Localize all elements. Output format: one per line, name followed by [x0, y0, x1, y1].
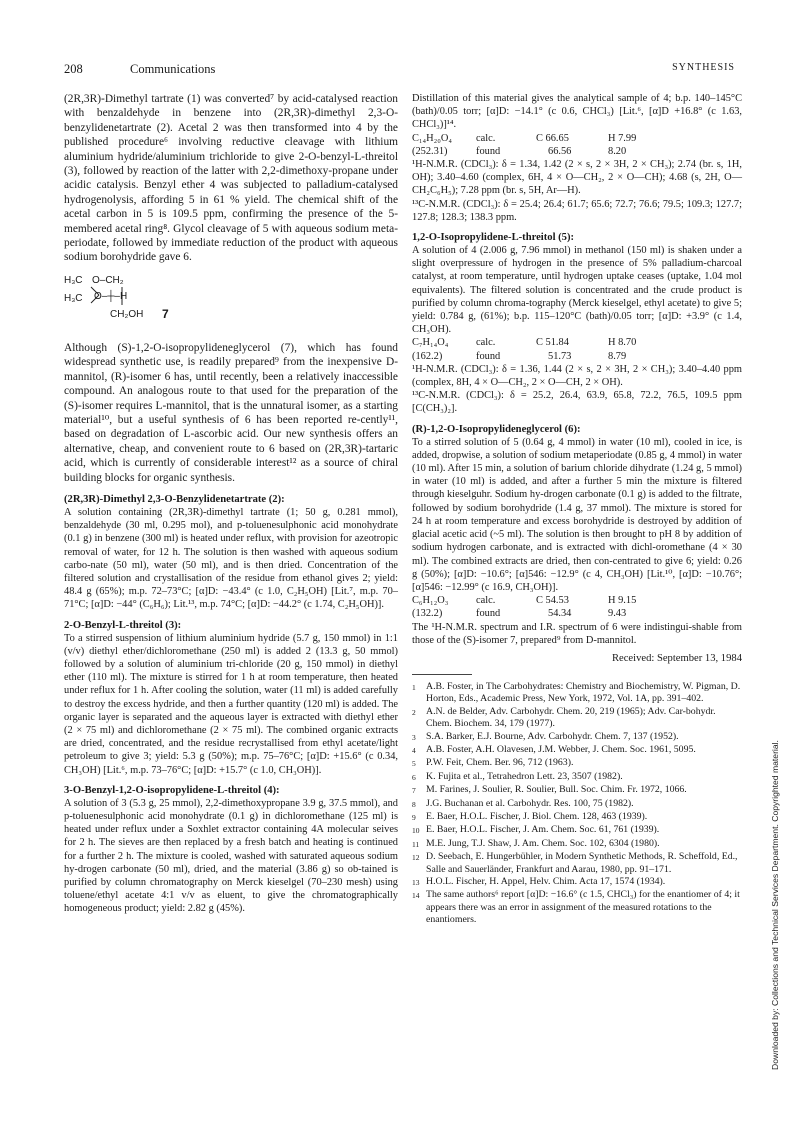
- reference-text: M.E. Jung, T.J. Shaw, J. Am. Chem. Soc. 102, 6304 (1980).: [426, 837, 660, 849]
- reference-text: K. Fujita et al., Tetrahedron Lett. 23, 3507 (1982).: [426, 770, 623, 782]
- analysis-compound-4: [412, 132, 742, 158]
- reference-number: 4: [412, 745, 416, 755]
- reference-number: 8: [412, 799, 416, 809]
- h-calc: H 7.99: [608, 132, 637, 144]
- found-label: found: [476, 608, 501, 620]
- calc-label: calc.: [476, 132, 496, 144]
- analysis-compound-5: [412, 336, 742, 362]
- right-column: [412, 92, 742, 927]
- structure-7-drawing: [64, 273, 204, 335]
- reference-item: [412, 811, 742, 824]
- reference-number: 11: [412, 839, 420, 849]
- reference-number: 10: [412, 826, 420, 836]
- reference-item: [412, 824, 742, 837]
- calc-label: calc.: [476, 337, 496, 349]
- reference-item: [412, 744, 742, 757]
- h-found: 8.20: [608, 145, 627, 157]
- reference-text: D. Seebach, E. Hungerbühler, in Modern Synthetic Methods, R. Scheffold, Ed., Salle and Sauerländer, Frankfurt and Aarau, 1980, pp. 91–171.: [426, 851, 738, 875]
- mol-weight: (252.31): [412, 145, 448, 157]
- page-number: 208: [64, 62, 83, 76]
- nmr-h-compound-4: ¹H-N.M.R. (CDCl₃): δ = 1.34, 1.42 (2 × s, 2 × 3H, 2 × CH₃); 2.74 (br. s, 1H, OH); 3.40–4.60 (complex, 6H, 4 × O—CH₂, 2 × O—CH); 4.68 (s, 2H, O—CH₂C₆H₅); 7.28 ppm (br. s, 5H, Ar—H).: [412, 159, 742, 197]
- h-found: 8.79: [608, 350, 627, 362]
- c-calc: C 54.53: [536, 595, 569, 607]
- reference-item: [412, 838, 742, 851]
- received-date: Received: September 13, 1984: [611, 652, 742, 664]
- reference-text: E. Baer, H.O.L. Fischer, J. Am. Chem. Soc. 61, 761 (1939).: [426, 824, 660, 836]
- reference-text: E. Baer, H.O.L. Fischer, J. Biol. Chem. 128, 463 (1939).: [426, 810, 648, 822]
- c-found: 51.73: [548, 350, 572, 362]
- h-calc: H 8.70: [608, 337, 637, 349]
- reference-number: 1: [412, 682, 416, 692]
- reference-number: 13: [412, 878, 420, 888]
- nmr-c-compound-4: ¹³C-N.M.R. (CDCl₃): δ = 25.4; 26.4; 61.7; 65.6; 72.7; 76.6; 79.5; 109.3; 127.7; 127.8; 128.3; 138.3 ppm.: [412, 198, 742, 223]
- h-found: 9.43: [608, 608, 627, 620]
- heading-compound-5: 1,2-O-Isopropylidene-L-threitol (5):: [412, 232, 575, 244]
- h3c-bottom-label: H₃C: [64, 292, 83, 304]
- c-calc: C 66.65: [536, 132, 569, 144]
- reference-number: 6: [412, 772, 416, 782]
- reference-number: 9: [412, 812, 416, 822]
- procedure-compound-6: To a stirred solution of 5 (0.64 g, 4 mmol) in water (10 ml), cooled in ice, is added, dropwise, a solution of sodium metaperiodate (0.85 g, 4 mmol) in water (10 ml). After 15 min, a solution of barium chloride dihydrate (1.24 g, 5 mmol) in water (10 ml) is added, and after a further 5 min the mixture is filtered through kieselguhr. Sodium hy-drogen carbonate (0.1 g) is added to the filtrate, followed by sodium borohydride (1.4 g, 37 mmol). The mixture is stored for 24 h at room temperature and excess borohydride is destroyed by addition of glacial acetic acid (~5 ml). The solution is then brought to pH 8 by addition of sodium hydrogen carbonate, and is extracted with dichl-oromethane (4 × 30 ml). The combined extracts are dried, then con-centrated to give 6; yield: 0.26 g (50%); [α]D: −10.6°; [α]546: −12.9° (c 4, CH₃OH) [Lit.¹⁰, [α]D: −10.76°; [α]546: −12.99° (c 16.9, CH₃OH)].: [412, 436, 742, 593]
- nmr-c-compound-5: ¹³C-N.M.R. (CDCl₃): δ = 25.2, 26.4, 63.9, 65.8, 72.2, 76.5, 109.5 ppm [C(CH₃)₂].: [412, 390, 742, 415]
- mol-weight: (132.2): [412, 608, 443, 620]
- procedure-compound-3: To a stirred suspension of lithium aluminium hydride (5.7 g, 150 mmol) in 1:1 (v/v) diethyl ether/dichloromethane (250 ml) is added 2 (13.3 g, 50 mmol) followed by a solution of aluminium tri-chloride (20 g, 150 mmol) in diethyl ether (110 ml). The mixture is stirred for 1 h at room temperature, then heated under reflux for 1 h. After cooling the solution, water (11 ml) is added carefully to destroy the excess hydride, and then a further quantity (120 ml) is added. The organic layer is separated and the aqueous layer is extracted with diethyl ether (2 × 75 ml) and dichloromethane (2 × 75 ml). The combined organic extracts are dried, concentrated, and the residue recrystallised from ethyl acetate/light petroleum to give 3; yield: 5.3 g (50%); m.p. 75–76°C; [α]D: +15.6° (c 0.34, CH₃OH) [Lit.⁶, m.p. 73–76°C; [α]D: +15.7° (c 1.0, CH₃OH)].: [64, 632, 398, 776]
- reference-item: [412, 771, 742, 784]
- mol-weight: (162.2): [412, 350, 443, 362]
- reference-item: [412, 681, 742, 706]
- h-calc: H 9.15: [608, 595, 637, 607]
- heading-compound-2: (2R,3R)-Dimethyl 2,3-O-Benzylidenetartrate (2):: [64, 493, 285, 505]
- reference-text: J.G. Buchanan et al. Carbohydr. Res. 100, 75 (1982).: [426, 797, 634, 809]
- reference-number: 12: [412, 853, 420, 863]
- c-found: 54.34: [548, 608, 572, 620]
- section-title: Communications: [130, 62, 216, 76]
- intro-paragraph: (2R,3R)-Dimethyl tartrate (1) was converted⁷ by acid-catalysed reaction with benzaldehyde in benzene into (2R,3R)-dimethyl 2,3-O-benzylidenetartrate (2). Acetal 2 was then transformed into 4 by the published procedure⁶ involving reductive cleavage with lithium aluminium hydride/aluminium trichloride to give 2-O-benzyl-L-threitol (3), followed by reaction of the latter with 2,2-dimethoxy-propane under acidic catalysis. Benzyl ether 4 was subjected to palladium-catalysed hydrogenolysis, affording 5 in 61 % yield. The chemical shift of the acetal carbon in 5 is 109.5 ppm, confirming the presence of the 5-membered acetal ring⁸. Glycol cleavage of 5 with aqueous sodium meta-periodate, followed by immediate reduction of the product with aqueous sodium borohydride gave 6.: [64, 93, 398, 264]
- reference-item: [412, 731, 742, 744]
- procedure-compound-2: A solution containing (2R,3R)-dimethyl tartrate (1; 50 g, 0.281 mmol), benzaldehyde (30 ml, 0.295 mol), and p-toluenesulphonic acid monohydrate (0.1 g) in benzene (300 ml) is heated under reflux, with provision for azeotropic removal of water, for 12 h. The solution is then washed with aqueous sodium carbo-nate (50 ml), water (50 ml), and is then dried. Concentration of the filtered solution and crystallisation of the residue from ethanol gives 2; yield: 48.4 g (65%); m.p. 72–73°C; [α]D: −43.4° (c 1.0, C₂H₅OH) [Lit.⁷, m.p. 70–71°C; [α]D: −44° (C₆H₆); Lit.¹³, m.p. 74°C; [α]D: −44.2° (c 1.74, C₂H₅OH)].: [64, 506, 398, 611]
- references-list: [412, 681, 742, 927]
- o-h-label: O–┼–H: [94, 290, 128, 302]
- reference-item: [412, 706, 742, 731]
- c-found: 66.56: [548, 145, 572, 157]
- reference-item: [412, 889, 742, 926]
- reference-number: 3: [412, 732, 416, 742]
- closing-remark: The ¹H-N.M.R. spectrum and I.R. spectrum of 6 were indistingui-shable from those of the (S)-isomer 7, prepared⁹ from D-mannitol.: [412, 621, 742, 646]
- reference-text: A.B. Foster, in The Carbohydrates: Chemistry and Biochemistry, W. Pigman, D. Horton, Eds., Academic Press, New York, 1972, Vol. 1A, pp. 391–402.: [426, 680, 741, 705]
- reference-item: [412, 757, 742, 770]
- reference-number: 5: [412, 759, 416, 769]
- left-column: [64, 92, 398, 916]
- reference-number: 7: [412, 786, 416, 796]
- ch2oh-label: CH₂OH: [110, 308, 144, 320]
- reference-number: 2: [412, 707, 416, 717]
- references-divider: [412, 674, 472, 675]
- reference-text: The same authors⁶ report [α]D: −16.6° (c 1.5, CHCl₃) for the enantiomer of 4; it appears there was an error in assignment of the measured rotations to the enantiomers.: [426, 889, 740, 926]
- formula: C₇H₁₄O₄: [412, 337, 449, 349]
- found-label: found: [476, 145, 501, 157]
- procedure-compound-4: A solution of 3 (5.3 g, 25 mmol), 2,2-dimethoxypropane 3.9 g, 37.5 mmol), and p-toluenesulphonic acid monohydrate (0.1 g) in dichloromethane (125 ml) is heated under reflux under a Soxhlet extractor containing 4A molecular seives for 2 h. The sieves are then replaced by a fresh batch and heating is continued for a further 2 h. The mixture is cooled, washed with saturated aqueous sodium hy-drogen carbonate (50 ml), dried, and the material (3.86 g) so ob-tained is purified by column chromatography on Merck kieselgel (70–230 mesh) using toluene/ethyl acetate 4:1 v/v as eluent, to give the chromatographically homogeneous product; yield: 2.82 g (45%).: [64, 797, 398, 915]
- reference-item: [412, 784, 742, 797]
- analysis-compound-6: [412, 594, 742, 620]
- reference-text: A.B. Foster, A.H. Olavesen, J.M. Webber, J. Chem. Soc. 1961, 5095.: [426, 743, 696, 755]
- procedure-compound-5: A solution of 4 (2.006 g, 7.96 mmol) in methanol (150 ml) is shaken under a slight overpressure of hydrogen in the presence of 5% palladium-charcoal catalyst, at room temperature, until hydrogen uptake ceases (uptake, 1.04 mol equivalents). The filtered solution is concentrated and the crude product is purified by column chroma-tography (Merck kieselgel, ethyl acetate) to give 5; yield: 0.784 g, (61%); b.p. 115–120°C (bath)/0.05 torr; [α]D: +3.9° (c 1.4, CH₃OH).: [412, 245, 742, 336]
- calc-label: calc.: [476, 595, 496, 607]
- c-calc: C 51.84: [536, 337, 569, 349]
- procedure-compound-4-continued: Distillation of this material gives the analytical sample of 4; b.p. 140–145°C (bath)/0.05 torr; [α]D: −14.1° (c 0.6, CHCl₃) [Lit.⁶, [α]D +16.8° (c 1.63, CHCl₃)]¹⁴.: [412, 93, 742, 131]
- reference-text: P.W. Feit, Chem. Ber. 96, 712 (1963).: [426, 757, 574, 769]
- second-paragraph: Although (S)-1,2-O-isopropylideneglycerol (7), which has found widespread synthetic use, is readily prepared⁹ from the inexpensive D-mannitol, (R)-isomer 6 has, until recently, been a relatively inaccessible compound. An analogous route to that used for the preparation of the (S)-isomer requires L-mannitol, that is the unnatural isomer, as a starting material¹⁰, but a useful synthesis of 6 has been reported re-cently¹¹, based on degradation of L-ascorbic acid. Our new synthesis offers an alternative, cheap, and convenient route to 6 based on (2R,3R)-tartaric acid, which is currently of considerable interest¹² as a source of chiral building blocks for organic synthesis.: [64, 341, 398, 484]
- reference-item: [412, 851, 742, 876]
- formula: C₆H₁₂O₃: [412, 595, 449, 607]
- heading-compound-3: 2-O-Benzyl-L-threitol (3):: [64, 619, 182, 631]
- reference-text: M. Farines, J. Soulier, R. Soulier, Bull. Soc. Chim. Fr. 1972, 1066.: [426, 784, 687, 796]
- structure-7: [64, 273, 398, 335]
- reference-text: A.N. de Belder, Adv. Carbohydr. Chem. 20, 219 (1965); Adv. Car-bohydr. Chem. Biochem. 34, 179 (1977).: [426, 705, 716, 730]
- reference-item: [412, 876, 742, 889]
- download-notice: Downloaded by: Collections and Technical Services Department. Copyrighted material.: [770, 740, 780, 1070]
- reference-text: S.A. Barker, E.J. Bourne, Adv. Carbohydr. Chem. 7, 137 (1952).: [426, 730, 679, 742]
- o-ch2-label: O–CH₂: [92, 274, 124, 286]
- reference-number: 14: [412, 891, 420, 901]
- heading-compound-4: 3-O-Benzyl-1,2-O-isopropylidene-L-threitol (4):: [64, 784, 280, 796]
- nmr-h-compound-5: ¹H-N.M.R. (CDCl₃): δ = 1.36, 1.44 (2 × s, 2 × 3H, 2 × CH₃); 3.40–4.40 ppm (complex, 8H, 4 × O—CH₂, 2 × O—CH, 2 × OH).: [412, 363, 742, 389]
- compound-number: 7: [162, 306, 169, 321]
- found-label: found: [476, 350, 501, 362]
- formula: C₁₄H₂₀O₄: [412, 132, 453, 144]
- reference-item: [412, 798, 742, 811]
- heading-compound-6: (R)-1,2-O-Isopropylideneglycerol (6):: [412, 423, 581, 435]
- h3c-top-label: H₃C: [64, 274, 83, 286]
- journal-name: SYNTHESIS: [672, 62, 735, 73]
- reference-text: H.O.L. Fischer, H. Appel, Helv. Chim. Acta 17, 1574 (1934).: [426, 876, 666, 888]
